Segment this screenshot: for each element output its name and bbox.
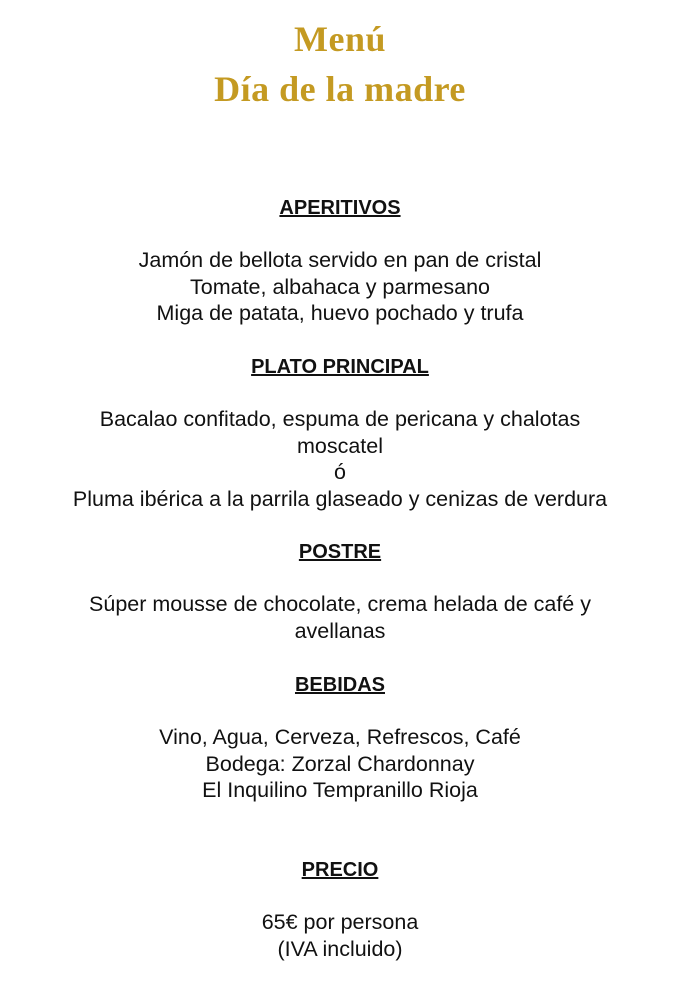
title-menu: Menú [294, 19, 386, 59]
tax-note: (IVA incluido) [277, 936, 403, 961]
section-plato-principal [0, 354, 680, 512]
section-postre [0, 539, 680, 644]
price-text: 65€ por persona [261, 910, 419, 934]
drink-item: Vino, Agua, Cerveza, Refrescos, Café [159, 725, 521, 749]
section-heading: APERITIVOS [279, 197, 401, 219]
menu-item: Tomate, albahaca y parmesano [190, 274, 490, 299]
section-heading: PRECIO [301, 859, 379, 881]
menu-title [0, 14, 680, 114]
section-precio [0, 857, 680, 962]
section-heading: BEBIDAS [294, 674, 385, 696]
menu-item-separator: ó [334, 460, 346, 484]
drink-item: Bodega: Zorzal Chardonnay [205, 751, 475, 776]
menu-item: Miga de patata, huevo pochado y trufa [156, 301, 524, 325]
section-heading: PLATO PRINCIPAL [251, 356, 429, 378]
menu-item: avellanas [294, 618, 386, 643]
section-bebidas [0, 672, 680, 804]
section-heading: POSTRE [298, 541, 382, 563]
drink-item: El Inquilino Tempranillo Rioja [202, 778, 478, 802]
title-occasion: Día de la madre [214, 69, 466, 109]
menu-item: Jamón de bellota servido en pan de cristal [138, 248, 542, 272]
menu-item: moscatel [296, 433, 384, 458]
menu-item: Pluma ibérica a la parrila glaseado y cenizas de verdura [72, 486, 608, 511]
menu-item: Súper mousse de chocolate, crema helada de café y [89, 592, 591, 616]
section-aperitivos [0, 195, 680, 327]
menu-item: Bacalao confitado, espuma de pericana y chalotas [99, 407, 581, 431]
